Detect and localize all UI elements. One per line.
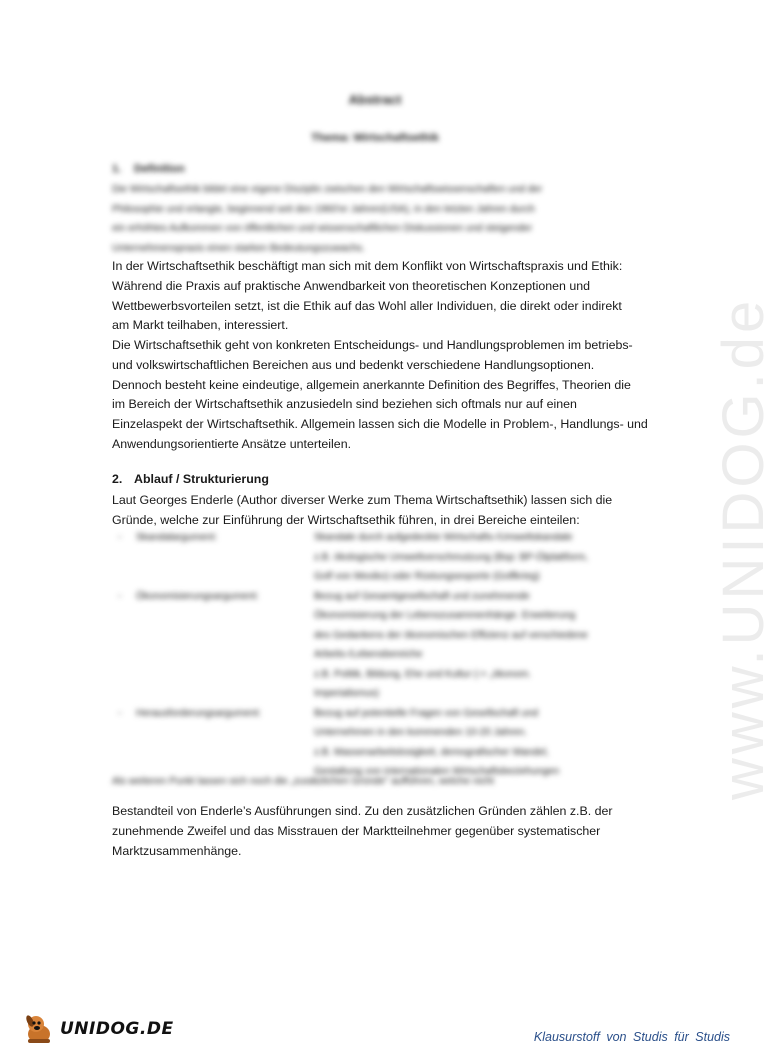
argument-item [118,528,658,587]
text-line: Laut Georges Enderle (Author diverser Werke zum Thema Wirtschaftsethik) lassen sich die [112,493,613,507]
text-line: In der Wirtschaftsethik beschäftigt man sich mit dem Konflikt von Wirtschaftspraxis und Ethik: [112,259,623,273]
argument-label: - Herausforderungsargument: [118,707,262,719]
text-line: Gestaltung von internationalen Wirtschaftsbeziehungen [314,766,560,777]
text-line: Marktzusammenhänge. [112,843,242,858]
text-line: ein erhöhtes Aufkommen von öffentlichen und wissenschaftlichen Diskussionen und steigender [112,223,533,234]
text-line: z.B. Politik, Bildung, Ehe und Kultur (-> „ökonom. [314,668,532,680]
section2-blurred-line: Als weiteren Punkt lassen sich noch die „zusätzlichen Gründe" aufführen, welche nicht [112,776,494,787]
text-line: Die Wirtschaftsethik geht von konkreten Entscheidungs- und Handlungsproblemen im betriebs- [112,338,633,352]
text-line: des Gedankens der ökonomischen Effizienz auf verschiedene [314,629,588,641]
text-line: z.B. Massenarbeitslosigkeit, demografischer Wandel, [314,746,549,758]
watermark-text: www.UNIDOG.de [711,296,776,800]
text-line: z.B. ökologische Umweltverschmutzung (Bsp: BP-Ölplattform, [314,551,588,563]
dog-mascot-icon [22,1012,56,1046]
argument-label-text: Herausforderungsargument: [136,707,262,719]
section1-title: Definition [134,163,185,175]
argument-label: - Ökonomisierungsargument: [118,590,259,602]
text-line: am Markt teilhaben, interessiert. [112,318,289,333]
text-line: Skandale durch aufgedeckte Wirtschafts-/Umweltskandale [314,532,573,543]
text-line: Unternehmenspraxis einen starken Bedeutungszuwachs. [112,242,365,254]
text-line: Arbeits-/Lebensbereiche [314,649,423,660]
document-title: Abstract [348,92,402,107]
text-line: Bezug auf potentielle Fragen von Gesellschaft und [314,707,539,719]
text-line: und volkswirtschaftlichen Bereichen aus und bedenkt verschiedene Handlungsoptionen. [112,357,595,372]
unidog-logo[interactable] [22,1012,174,1046]
text-line: zunehmende Zweifel und das Misstrauen der Marktteilnehmer gegenüber systematischer [112,823,601,838]
text-line: Gründe, welche zur Einführung der Wirtschaftsethik führen, in drei Bereiche einteilen: [112,512,580,527]
text-line: Während die Praxis auf praktische Anwendbarkeit von theoretischen Konzeptionen und [112,278,591,293]
section1-heading [112,163,185,175]
section2-heading [112,472,269,486]
text-line: Anwendungsorientierte Ansätze unterteilen. [112,436,352,451]
text-line: Die Wirtschaftsethik bildet eine eigene Disziplin zwischen den Wirtschaftswissenschaften und der [112,184,543,195]
argument-label: - Skandalargument: [118,532,218,543]
footer-slogan: Klausurstoff von Studis für Studis [533,1030,730,1044]
text-line: Einzelaspekt der Wirtschaftsethik. Allgemein lassen sich die Modelle in Problem-, Handlungs- und [112,417,648,432]
text-line: Bezug auf Gesamtgesellschaft und zunehmende [314,590,530,602]
text-line: Bestandteil von Enderle’s Ausführungen sind. Zu den zusätzlichen Gründen zählen z.B. der [112,804,613,818]
document-subtitle: Thema: Wirtschaftsethik [311,132,439,144]
argument-description [314,528,588,587]
section2-number: 2. [112,472,123,486]
argument-list [118,528,658,782]
argument-description [314,587,588,704]
section1-paragraph-1 [112,257,672,336]
argument-description [314,704,559,782]
text-line: im Bereich der Wirtschaftsethik anzusiedeln sind beziehen sich oftmals nur auf einen [112,397,577,412]
text-line: Imperialismus) [314,688,380,699]
text-line: Golf von Mexiko) oder Rüstungsexporte (Golfkrieg) [314,571,540,582]
section1-number: 1. [112,163,122,175]
section1-paragraph-2 [112,336,672,455]
section2-paragraph [112,802,672,861]
text-line: Wettbewerbsvorteilen setzt, ist die Ethik auf das Wohl aller Individuen, die direkt oder indirekt [112,298,622,313]
logo-text: UNIDOG.DE [60,1019,174,1039]
text-line: Unternehmen in den kommenden 10-20 Jahren. [314,727,527,738]
argument-item [118,587,658,704]
text-line: Ökonomisierung der Lebenszusammenhänge. Erweiterung [314,610,576,621]
section2-title: Ablauf / Strukturierung [134,472,269,486]
argument-label-text: Ökonomisierungsargument: [136,590,259,602]
argument-item [118,704,658,782]
section1-blurred-intro [112,180,652,258]
argument-label-text: Skandalargument: [136,532,218,543]
text-line: Dennoch besteht keine eindeutige, allgemein anerkannte Definition des Begriffes, Theorien die [112,377,631,392]
text-line: Philosophie und erlangte, beginnend seit den 1960'er Jahren(USA), in den letzten Jahren durch [112,203,535,215]
section2-intro [112,491,672,531]
